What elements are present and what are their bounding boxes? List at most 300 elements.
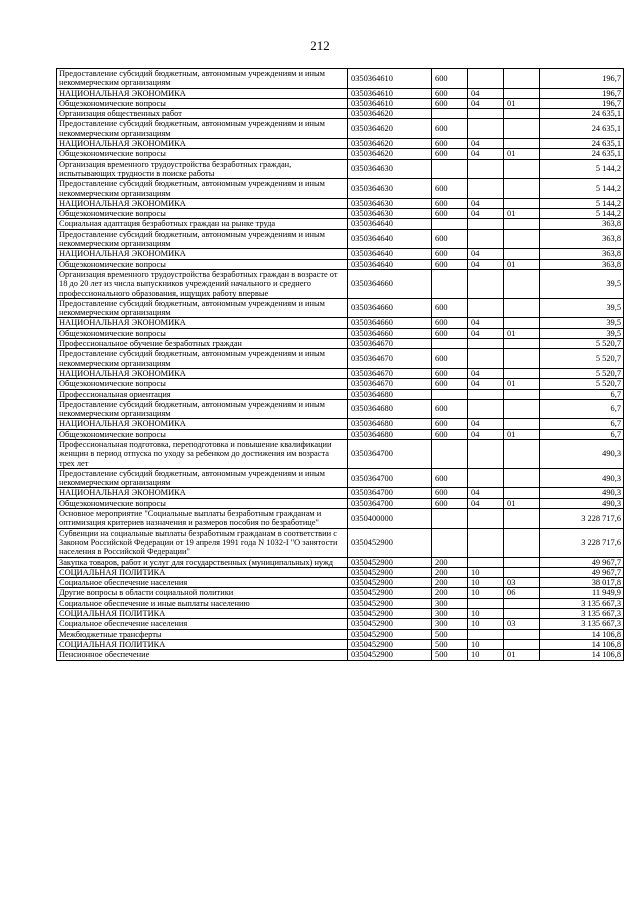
- table-row: [57, 488, 624, 498]
- cell-amount: 196,7: [540, 98, 624, 108]
- cell-name: Общеэкономические вопросы: [57, 328, 348, 338]
- cell-subsection: [504, 557, 540, 567]
- cell-name: Предоставление субсидий бюджетным, автономным учреждениям и иным некоммерческим организациям: [57, 229, 348, 249]
- cell-subsection: [504, 639, 540, 649]
- cell-subsection: [504, 567, 540, 577]
- cell-target-code: 0350452900: [348, 567, 432, 577]
- cell-expense-type: 600: [432, 98, 468, 108]
- cell-name: Субвенции на социальные выплаты безработным гражданам в соответствии с Законом Российской Федерации от 19 апреля 1991 года N 1032-I "О занятости населения в Российской Федерации": [57, 528, 348, 557]
- cell-section: 04: [468, 419, 504, 429]
- cell-amount: 49 967,7: [540, 557, 624, 567]
- cell-target-code: 0350452900: [348, 598, 432, 608]
- cell-target-code: 0350452900: [348, 578, 432, 588]
- cell-subsection: 01: [504, 498, 540, 508]
- cell-expense-type: 600: [432, 209, 468, 219]
- cell-target-code: 0350364640: [348, 229, 432, 249]
- cell-name: Организация временного трудоустройства безработных граждан, испытывающих трудности в поиске работы: [57, 159, 348, 179]
- cell-name: НАЦИОНАЛЬНАЯ ЭКОНОМИКА: [57, 318, 348, 328]
- cell-expense-type: 600: [432, 488, 468, 498]
- cell-amount: 363,8: [540, 249, 624, 259]
- cell-amount: 14 106,8: [540, 650, 624, 660]
- cell-target-code: 0350364670: [348, 339, 432, 349]
- cell-name: НАЦИОНАЛЬНАЯ ЭКОНОМИКА: [57, 249, 348, 259]
- cell-subsection: [504, 598, 540, 608]
- cell-subsection: [504, 488, 540, 498]
- cell-name: Общеэкономические вопросы: [57, 379, 348, 389]
- cell-amount: 3 135 667,3: [540, 598, 624, 608]
- cell-subsection: 01: [504, 259, 540, 269]
- cell-section: [468, 349, 504, 369]
- cell-section: 04: [468, 328, 504, 338]
- cell-name: НАЦИОНАЛЬНАЯ ЭКОНОМИКА: [57, 419, 348, 429]
- budget-table: [56, 68, 624, 661]
- cell-expense-type: 200: [432, 567, 468, 577]
- cell-expense-type: 600: [432, 328, 468, 338]
- cell-target-code: 0350364680: [348, 389, 432, 399]
- cell-subsection: [504, 609, 540, 619]
- cell-amount: 39,5: [540, 328, 624, 338]
- table-row: [57, 528, 624, 557]
- cell-amount: 196,7: [540, 69, 624, 89]
- cell-name: Межбюджетные трансферты: [57, 629, 348, 639]
- table-row: [57, 139, 624, 149]
- cell-name: Пенсионное обеспечение: [57, 650, 348, 660]
- cell-expense-type: [432, 528, 468, 557]
- cell-expense-type: 600: [432, 349, 468, 369]
- cell-subsection: 01: [504, 209, 540, 219]
- cell-name: Общеэкономические вопросы: [57, 149, 348, 159]
- table-row: [57, 588, 624, 598]
- cell-section: 10: [468, 619, 504, 629]
- cell-subsection: [504, 139, 540, 149]
- cell-expense-type: [432, 439, 468, 468]
- cell-name: Профессиональная ориентация: [57, 389, 348, 399]
- cell-subsection: [504, 198, 540, 208]
- cell-name: Социальная адаптация безработных граждан на рынке труда: [57, 219, 348, 229]
- cell-section: 04: [468, 318, 504, 328]
- cell-amount: 6,7: [540, 399, 624, 419]
- cell-amount: 39,5: [540, 269, 624, 298]
- cell-name: Другие вопросы в области социальной политики: [57, 588, 348, 598]
- cell-section: [468, 468, 504, 488]
- cell-amount: 11 949,9: [540, 588, 624, 598]
- cell-target-code: 0350364680: [348, 429, 432, 439]
- cell-subsection: 01: [504, 328, 540, 338]
- cell-expense-type: 300: [432, 619, 468, 629]
- cell-name: НАЦИОНАЛЬНАЯ ЭКОНОМИКА: [57, 198, 348, 208]
- cell-section: 04: [468, 379, 504, 389]
- table-row: [57, 650, 624, 660]
- table-row: [57, 368, 624, 378]
- cell-section: 04: [468, 249, 504, 259]
- cell-target-code: 0350364630: [348, 198, 432, 208]
- cell-amount: 363,8: [540, 259, 624, 269]
- table-row: [57, 557, 624, 567]
- cell-target-code: 0350364610: [348, 69, 432, 89]
- cell-target-code: 0350364680: [348, 419, 432, 429]
- cell-expense-type: 600: [432, 318, 468, 328]
- cell-expense-type: 300: [432, 609, 468, 619]
- cell-subsection: [504, 219, 540, 229]
- cell-expense-type: 500: [432, 639, 468, 649]
- cell-section: [468, 399, 504, 419]
- table-row: [57, 209, 624, 219]
- cell-name: Общеэкономические вопросы: [57, 209, 348, 219]
- cell-expense-type: [432, 339, 468, 349]
- table-row: [57, 119, 624, 139]
- cell-target-code: 0350364610: [348, 98, 432, 108]
- cell-subsection: [504, 528, 540, 557]
- cell-name: Предоставление субсидий бюджетным, автономным учреждениям и иным некоммерческим организациям: [57, 69, 348, 89]
- cell-amount: 6,7: [540, 429, 624, 439]
- cell-expense-type: 600: [432, 179, 468, 199]
- cell-subsection: [504, 159, 540, 179]
- cell-target-code: 0350452900: [348, 639, 432, 649]
- cell-section: 04: [468, 259, 504, 269]
- cell-subsection: [504, 419, 540, 429]
- table-row: [57, 318, 624, 328]
- cell-section: [468, 119, 504, 139]
- table-row: [57, 298, 624, 318]
- cell-name: СОЦИАЛЬНАЯ ПОЛИТИКА: [57, 567, 348, 577]
- cell-section: [468, 528, 504, 557]
- cell-target-code: 0350364700: [348, 488, 432, 498]
- cell-name: Социальное обеспечение населения: [57, 578, 348, 588]
- cell-amount: 5 520,7: [540, 368, 624, 378]
- table-row: [57, 339, 624, 349]
- cell-name: Предоставление субсидий бюджетным, автономным учреждениям и иным некоммерческим организациям: [57, 399, 348, 419]
- cell-subsection: 01: [504, 98, 540, 108]
- table-row: [57, 629, 624, 639]
- cell-subsection: 03: [504, 619, 540, 629]
- cell-amount: 5 520,7: [540, 379, 624, 389]
- cell-subsection: 01: [504, 379, 540, 389]
- cell-subsection: [504, 229, 540, 249]
- cell-amount: 5 144,2: [540, 209, 624, 219]
- cell-expense-type: 600: [432, 139, 468, 149]
- cell-name: Основное мероприятие "Социальные выплаты безработным гражданам и оптимизация критериев назначения и размеров пособия по безработице": [57, 509, 348, 529]
- table-row: [57, 567, 624, 577]
- cell-section: [468, 339, 504, 349]
- budget-table-body: [57, 69, 624, 661]
- cell-expense-type: 600: [432, 249, 468, 259]
- cell-target-code: 0350364700: [348, 468, 432, 488]
- cell-amount: 14 106,8: [540, 639, 624, 649]
- cell-name: Общеэкономические вопросы: [57, 259, 348, 269]
- cell-target-code: 0350364620: [348, 139, 432, 149]
- table-row: [57, 88, 624, 98]
- table-row: [57, 429, 624, 439]
- cell-expense-type: 300: [432, 598, 468, 608]
- cell-target-code: 0350364610: [348, 88, 432, 98]
- table-row: [57, 419, 624, 429]
- cell-target-code: 0350364700: [348, 439, 432, 468]
- cell-section: [468, 557, 504, 567]
- cell-amount: 6,7: [540, 389, 624, 399]
- cell-subsection: 01: [504, 429, 540, 439]
- cell-section: [468, 269, 504, 298]
- cell-name: Общеэкономические вопросы: [57, 429, 348, 439]
- table-row: [57, 198, 624, 208]
- table-row: [57, 98, 624, 108]
- table-row: [57, 229, 624, 249]
- cell-amount: 14 106,8: [540, 629, 624, 639]
- cell-amount: 363,8: [540, 229, 624, 249]
- cell-section: [468, 439, 504, 468]
- cell-section: 04: [468, 198, 504, 208]
- table-row: [57, 269, 624, 298]
- cell-target-code: 0350364630: [348, 159, 432, 179]
- cell-target-code: 0350364670: [348, 349, 432, 369]
- cell-section: 04: [468, 98, 504, 108]
- cell-expense-type: 600: [432, 468, 468, 488]
- cell-section: 04: [468, 429, 504, 439]
- cell-section: [468, 109, 504, 119]
- cell-target-code: 0350364660: [348, 298, 432, 318]
- table-row: [57, 259, 624, 269]
- cell-subsection: [504, 249, 540, 259]
- cell-amount: 490,3: [540, 498, 624, 508]
- cell-amount: 24 635,1: [540, 149, 624, 159]
- cell-target-code: 0350364640: [348, 259, 432, 269]
- cell-amount: 5 144,2: [540, 198, 624, 208]
- cell-amount: 490,3: [540, 468, 624, 488]
- cell-amount: 5 520,7: [540, 339, 624, 349]
- cell-target-code: 0350452900: [348, 650, 432, 660]
- cell-target-code: 0350452900: [348, 629, 432, 639]
- cell-amount: 24 635,1: [540, 119, 624, 139]
- cell-name: Организация общественных работ: [57, 109, 348, 119]
- cell-section: 04: [468, 488, 504, 498]
- cell-target-code: 0350364660: [348, 318, 432, 328]
- table-row: [57, 498, 624, 508]
- cell-target-code: 0350452900: [348, 619, 432, 629]
- cell-section: 10: [468, 650, 504, 660]
- table-row: [57, 639, 624, 649]
- cell-name: Профессиональное обучение безработных граждан: [57, 339, 348, 349]
- cell-section: [468, 69, 504, 89]
- cell-section: [468, 509, 504, 529]
- cell-name: Социальное обеспечение населения: [57, 619, 348, 629]
- table-row: [57, 179, 624, 199]
- cell-subsection: [504, 318, 540, 328]
- cell-expense-type: 600: [432, 429, 468, 439]
- table-row: [57, 349, 624, 369]
- cell-amount: 490,3: [540, 439, 624, 468]
- cell-name: Предоставление субсидий бюджетным, автономным учреждениям и иным некоммерческим организациям: [57, 349, 348, 369]
- table-row: [57, 389, 624, 399]
- cell-section: [468, 179, 504, 199]
- table-row: [57, 468, 624, 488]
- cell-section: 10: [468, 639, 504, 649]
- cell-section: [468, 159, 504, 179]
- cell-target-code: 0350364640: [348, 249, 432, 259]
- cell-subsection: [504, 349, 540, 369]
- page-number: 212: [310, 38, 330, 53]
- cell-target-code: 0350364620: [348, 149, 432, 159]
- cell-section: [468, 389, 504, 399]
- cell-name: СОЦИАЛЬНАЯ ПОЛИТИКА: [57, 609, 348, 619]
- cell-amount: 5 520,7: [540, 349, 624, 369]
- cell-target-code: 0350400000: [348, 509, 432, 529]
- cell-section: [468, 229, 504, 249]
- cell-amount: 6,7: [540, 419, 624, 429]
- cell-amount: 363,8: [540, 219, 624, 229]
- table-row: [57, 249, 624, 259]
- cell-subsection: [504, 179, 540, 199]
- cell-target-code: 0350452900: [348, 557, 432, 567]
- cell-name: Общеэкономические вопросы: [57, 498, 348, 508]
- cell-section: 04: [468, 368, 504, 378]
- cell-subsection: [504, 368, 540, 378]
- cell-amount: 24 635,1: [540, 109, 624, 119]
- cell-subsection: 01: [504, 650, 540, 660]
- cell-expense-type: 500: [432, 650, 468, 660]
- cell-section: 04: [468, 88, 504, 98]
- cell-name: Предоставление субсидий бюджетным, автономным учреждениям и иным некоммерческим организациям: [57, 298, 348, 318]
- cell-expense-type: [432, 509, 468, 529]
- cell-name: Предоставление субсидий бюджетным, автономным учреждениям и иным некоммерческим организациям: [57, 468, 348, 488]
- cell-section: [468, 598, 504, 608]
- cell-amount: 24 635,1: [540, 139, 624, 149]
- cell-target-code: 0350452900: [348, 528, 432, 557]
- cell-subsection: [504, 88, 540, 98]
- cell-subsection: [504, 629, 540, 639]
- cell-name: НАЦИОНАЛЬНАЯ ЭКОНОМИКА: [57, 368, 348, 378]
- cell-subsection: [504, 399, 540, 419]
- cell-name: НАЦИОНАЛЬНАЯ ЭКОНОМИКА: [57, 139, 348, 149]
- cell-name: НАЦИОНАЛЬНАЯ ЭКОНОМИКА: [57, 88, 348, 98]
- cell-expense-type: 200: [432, 557, 468, 567]
- cell-expense-type: 600: [432, 259, 468, 269]
- cell-name: СОЦИАЛЬНАЯ ПОЛИТИКА: [57, 639, 348, 649]
- table-row: [57, 578, 624, 588]
- cell-amount: 3 135 667,3: [540, 619, 624, 629]
- cell-section: [468, 219, 504, 229]
- cell-target-code: 0350364660: [348, 269, 432, 298]
- cell-expense-type: [432, 159, 468, 179]
- cell-amount: 3 228 717,6: [540, 509, 624, 529]
- cell-target-code: 0350364630: [348, 179, 432, 199]
- cell-expense-type: 200: [432, 578, 468, 588]
- cell-expense-type: 600: [432, 88, 468, 98]
- cell-amount: 38 017,8: [540, 578, 624, 588]
- table-row: [57, 598, 624, 608]
- cell-expense-type: 600: [432, 69, 468, 89]
- cell-amount: 49 967,7: [540, 567, 624, 577]
- cell-subsection: [504, 298, 540, 318]
- cell-expense-type: 600: [432, 379, 468, 389]
- cell-subsection: 01: [504, 149, 540, 159]
- cell-amount: 3 228 717,6: [540, 528, 624, 557]
- cell-expense-type: 600: [432, 149, 468, 159]
- cell-subsection: [504, 389, 540, 399]
- cell-expense-type: 600: [432, 298, 468, 318]
- cell-target-code: 0350364670: [348, 368, 432, 378]
- cell-expense-type: [432, 389, 468, 399]
- table-row: [57, 219, 624, 229]
- cell-expense-type: 200: [432, 588, 468, 598]
- cell-subsection: [504, 69, 540, 89]
- cell-name: Закупка товаров, работ и услуг для государственных (муниципальных) нужд: [57, 557, 348, 567]
- cell-section: 04: [468, 149, 504, 159]
- cell-target-code: 0350364630: [348, 209, 432, 219]
- cell-section: [468, 298, 504, 318]
- cell-target-code: 0350364680: [348, 399, 432, 419]
- cell-subsection: [504, 119, 540, 139]
- cell-section: 10: [468, 588, 504, 598]
- cell-name: Предоставление субсидий бюджетным, автономным учреждениям и иным некоммерческим организациям: [57, 179, 348, 199]
- cell-name: Организация временного трудоустройства безработных граждан в возрасте от 18 до 20 лет из числа выпускников учреждений начального и среднего профессионального образования, ищущих работу впервые: [57, 269, 348, 298]
- cell-subsection: 06: [504, 588, 540, 598]
- cell-subsection: 03: [504, 578, 540, 588]
- cell-amount: 39,5: [540, 318, 624, 328]
- cell-expense-type: 600: [432, 119, 468, 139]
- cell-section: 04: [468, 209, 504, 219]
- cell-subsection: [504, 339, 540, 349]
- cell-expense-type: [432, 109, 468, 119]
- cell-subsection: [504, 109, 540, 119]
- cell-target-code: 0350364620: [348, 109, 432, 119]
- cell-name: Общеэкономические вопросы: [57, 98, 348, 108]
- table-row: [57, 149, 624, 159]
- cell-target-code: 0350364640: [348, 219, 432, 229]
- table-row: [57, 619, 624, 629]
- cell-expense-type: [432, 269, 468, 298]
- cell-target-code: 0350364620: [348, 119, 432, 139]
- cell-target-code: 0350364670: [348, 379, 432, 389]
- table-row: [57, 399, 624, 419]
- cell-amount: 5 144,2: [540, 159, 624, 179]
- cell-subsection: [504, 468, 540, 488]
- cell-subsection: [504, 439, 540, 468]
- cell-subsection: [504, 509, 540, 529]
- cell-target-code: 0350452900: [348, 588, 432, 598]
- cell-expense-type: [432, 219, 468, 229]
- cell-section: [468, 629, 504, 639]
- cell-name: Профессиональная подготовка, переподготовка и повышение квалификации женщин в период отпуска по уходу за ребенком до достижения им возраста трех лет: [57, 439, 348, 468]
- cell-expense-type: 500: [432, 629, 468, 639]
- cell-expense-type: 600: [432, 399, 468, 419]
- cell-name: Предоставление субсидий бюджетным, автономным учреждениям и иным некоммерческим организациям: [57, 119, 348, 139]
- table-row: [57, 509, 624, 529]
- cell-amount: 490,3: [540, 488, 624, 498]
- cell-target-code: 0350364660: [348, 328, 432, 338]
- cell-section: 04: [468, 139, 504, 149]
- cell-name: Социальное обеспечение и иные выплаты населению: [57, 598, 348, 608]
- cell-expense-type: 600: [432, 229, 468, 249]
- cell-section: 10: [468, 578, 504, 588]
- cell-amount: 196,7: [540, 88, 624, 98]
- table-row: [57, 609, 624, 619]
- cell-expense-type: 600: [432, 419, 468, 429]
- cell-target-code: 0350452900: [348, 609, 432, 619]
- cell-amount: 3 135 667,3: [540, 609, 624, 619]
- cell-name: НАЦИОНАЛЬНАЯ ЭКОНОМИКА: [57, 488, 348, 498]
- table-row: [57, 328, 624, 338]
- cell-expense-type: 600: [432, 498, 468, 508]
- cell-expense-type: 600: [432, 198, 468, 208]
- cell-section: 10: [468, 567, 504, 577]
- cell-amount: 5 144,2: [540, 179, 624, 199]
- table-row: [57, 379, 624, 389]
- cell-target-code: 0350364700: [348, 498, 432, 508]
- cell-section: 04: [468, 498, 504, 508]
- table-row: [57, 439, 624, 468]
- cell-subsection: [504, 269, 540, 298]
- cell-amount: 39,5: [540, 298, 624, 318]
- cell-section: 10: [468, 609, 504, 619]
